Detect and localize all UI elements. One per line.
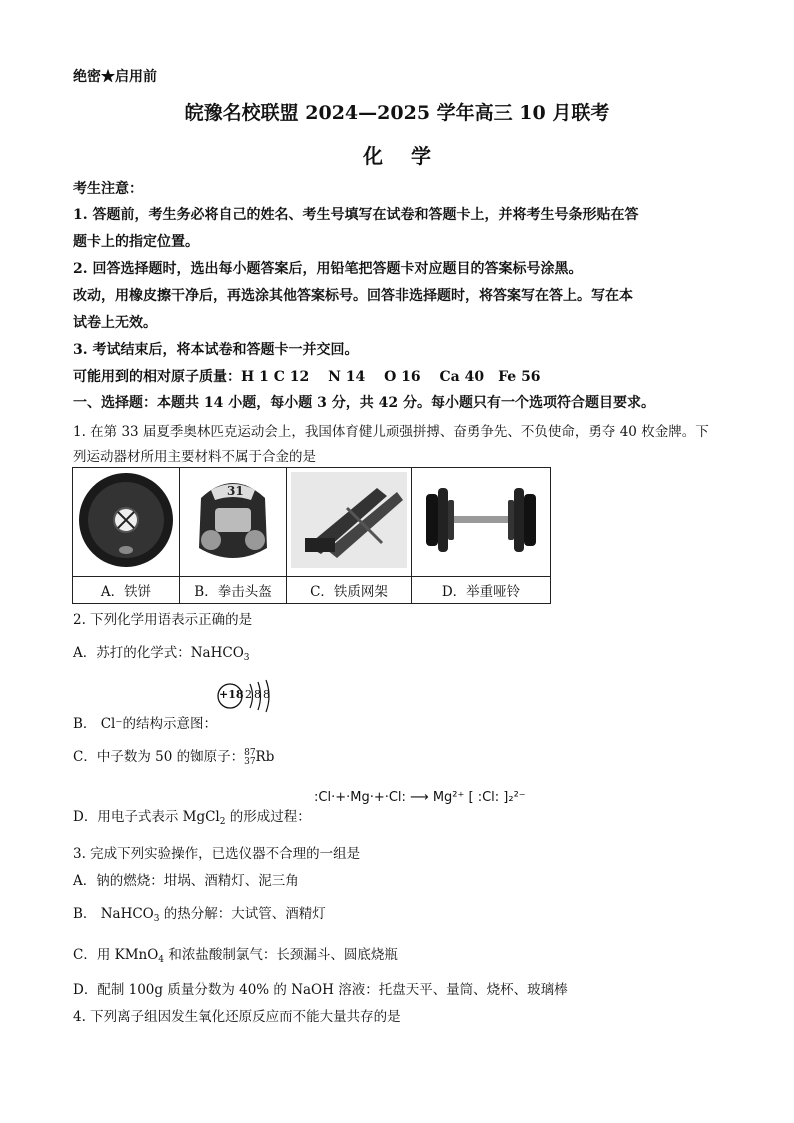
chloride-ion-diagram <box>216 678 276 714</box>
q2-option-d-text: D．用电子式表示 MgCl <box>73 809 220 825</box>
notes-heading: 考生注意： <box>73 181 143 197</box>
note-3: 3. 考试结束后，将本试卷和答题卡一并交回。 <box>73 342 359 358</box>
note-2b: 改动，用橡皮擦干净后，再选涂其他答案标号。回答非选择题时，将答案写在答上。写在本 <box>73 288 633 304</box>
note-2a: 2. 回答选择题时，选出每小题答案后，用铅笔把答题卡对应题目的答案标号涂黑。 <box>73 261 583 277</box>
q1-option-d: D．举重哑铃 <box>412 577 551 604</box>
q3-stem: 3. 完成下列实验操作，已选仪器不合理的一组是 <box>73 846 361 862</box>
q3-option-c-sub: 4 <box>158 955 165 965</box>
rb-symbol: Rb <box>255 749 275 765</box>
q2-option-a-text: A．苏打的化学式：NaHCO <box>73 645 244 661</box>
boxing-helmet-image <box>180 468 287 577</box>
q3-option-b-suffix: 的热分解：大试管、酒精灯 <box>159 906 326 922</box>
q1-stem-line1: 1. 在第 33 届夏季奥林匹克运动会上，我国体育健儿顽强拼搏、奋勇争先、不负使命，勇夺 40 枚金牌。下 <box>73 424 709 440</box>
q1-option-c: C．铁质网架 <box>287 577 412 604</box>
svg-text:31: 31 <box>227 484 244 498</box>
q2-option-c <box>73 745 274 767</box>
q1-equipment-table <box>72 467 551 604</box>
q1-stem-line2: 列运动器材所用主要材料不属于合金的是 <box>73 449 316 465</box>
q4-stem: 4. 下列离子组因发生氧化还原反应而不能大量共存的是 <box>73 1009 401 1025</box>
discus-image <box>73 468 180 577</box>
q2-option-d-sub: 2 <box>219 817 226 827</box>
q3-option-b <box>73 902 326 924</box>
q3-option-d: D．配制 100g 质量分数为 40% 的 NaOH 溶液：托盘天平、量筒、烧杯、玻璃棒 <box>73 982 568 998</box>
q2-option-b: B． Cl⁻的结构示意图： <box>73 716 217 732</box>
q2-option-c-text: C．中子数为 50 的铷原子： <box>73 749 245 765</box>
iron-frame-image <box>287 468 412 577</box>
q2-option-a <box>73 641 250 663</box>
note-1a: 1. 答题前，考生务必将自己的姓名、考生号填写在试卷和答题卡上，并将考生号条形贴在答 <box>73 207 639 223</box>
note-1b: 题卡上的指定位置。 <box>73 234 199 250</box>
q2-option-d-suffix: 的形成过程： <box>225 809 311 825</box>
atomic-masses: 可能用到的相对原子质量：H 1 C 12 N 14 O 16 Ca 40 Fe 56 <box>73 369 541 385</box>
q2-option-d <box>73 805 311 827</box>
rb-atomic-number: 37 <box>244 756 256 767</box>
rb-mass-number: 87 <box>244 747 256 758</box>
note-2c: 试卷上无效。 <box>73 315 157 331</box>
dumbbell-image <box>412 468 551 577</box>
q2-stem: 2. 下列化学用语表示正确的是 <box>73 612 253 628</box>
q3-option-c-text: C．用 KMnO <box>73 947 159 963</box>
q3-option-b-sub: 3 <box>153 914 160 924</box>
q3-option-c-suffix: 和浓盐酸制氯气：长颈漏斗、圆底烧瓶 <box>164 947 398 963</box>
q1-option-a: A．铁饼 <box>73 577 180 604</box>
subject-title: 化学 <box>363 144 459 168</box>
confidential-label: 绝密★启用前 <box>73 69 157 85</box>
atom-shells-label: 288 <box>245 688 272 701</box>
q2-option-a-sub: 3 <box>243 653 250 663</box>
q3-option-c <box>73 943 398 965</box>
q3-option-b-text: B． NaHCO <box>73 906 154 922</box>
exam-title: 皖豫名校联盟 2024—2025 学年高三 10 月联考 <box>184 102 610 124</box>
mgcl2-electron-formula: :Cl·+·Mg·+·Cl: ⟶ Mg²⁺ [ :Cl: ]₂²⁻ <box>314 790 526 805</box>
q3-option-a: A．钠的燃烧：坩埚、酒精灯、泥三角 <box>73 873 299 889</box>
q1-option-b: B．拳击头盔 <box>180 577 287 604</box>
atom-nucleus-label: +18 <box>219 688 244 701</box>
section-heading: 一、选择题：本题共 14 小题，每小题 3 分，共 42 分。每小题只有一个选项符合题目要求。 <box>73 395 655 411</box>
